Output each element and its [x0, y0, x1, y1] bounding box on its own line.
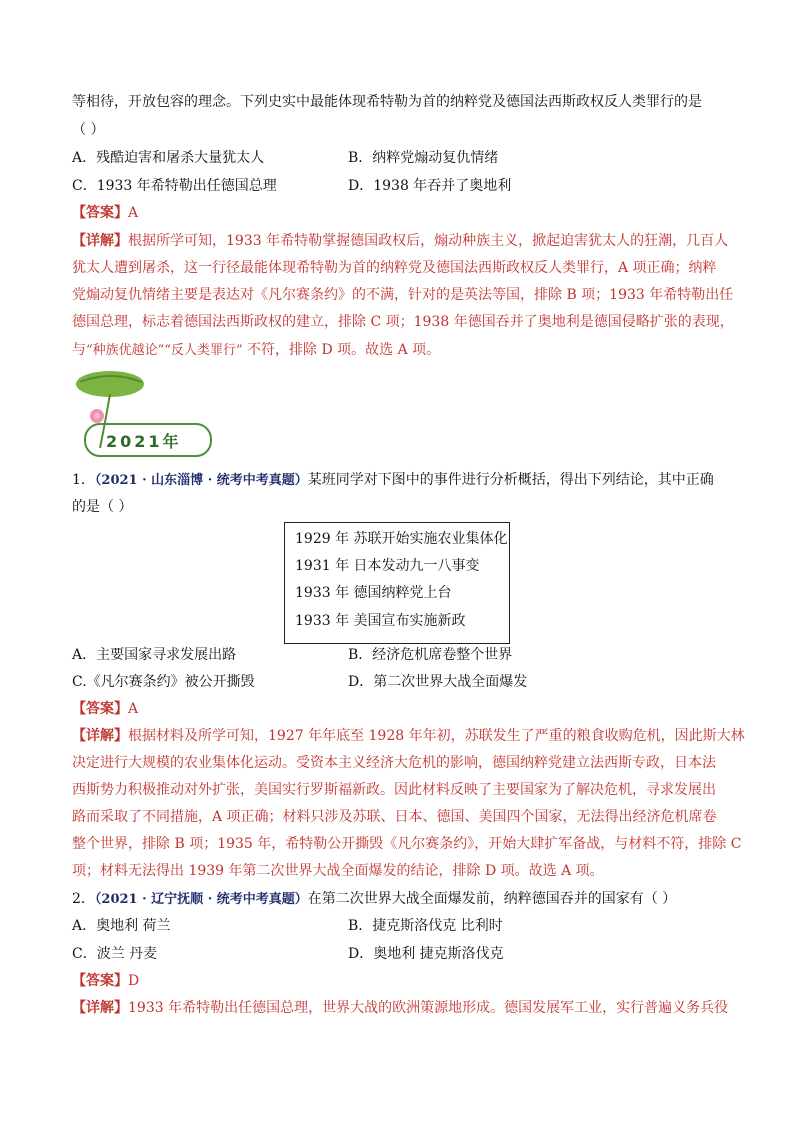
- detail-text: 根据所学可知，1933 年希特勒掌握德国政权后，煽动种族主义，掀起迫害犹太人的狂潮，几百人: [128, 233, 729, 249]
- detail-text: 与: [72, 342, 86, 358]
- event-row: 1933 年 德国纳粹党上台: [295, 585, 452, 601]
- event-table: [284, 522, 510, 644]
- q2-option-a: A．奥地利 荷兰: [72, 918, 171, 934]
- answer-value: A: [128, 701, 139, 717]
- detail-label: 【详解】: [72, 1000, 128, 1016]
- q2-option-d: D．奥地利 捷克斯洛伐克: [348, 946, 504, 962]
- prev-question-stem: 等相待，开放包容的理念。下列史实中最能体现希特勒为首的纳粹党及德国法西斯政权反人类罪行的是: [72, 94, 702, 110]
- answer-label: 【答案】: [72, 701, 128, 717]
- question-text: 某班同学对下图中的事件进行分析概括，得出下列结论，其中正确: [307, 472, 714, 488]
- year-badge: [84, 423, 212, 457]
- event-row: 1931 年 日本发动九一八事变: [295, 558, 480, 574]
- q2-option-c: C．波兰 丹麦: [72, 946, 158, 962]
- answer-value: A: [128, 205, 139, 221]
- prev-detail-line: 犹太人遭到屠杀，这一行径最能体现希特勒为首的纳粹党及德国法西斯政权反人类罪行，A 项正确；纳粹: [72, 260, 717, 276]
- q2-detail-line: [72, 998, 728, 1018]
- q1-detail-line: 路而采取了不同措施，A 项正确；材料只涉及苏联、日本、德国、美国四个国家，无法得出经济危机席卷: [72, 809, 717, 825]
- q1-option-b: B．经济危机席卷整个世界: [348, 647, 513, 663]
- answer-value: D: [128, 973, 140, 989]
- prev-detail-line: 党煽动复仇情绪主要是表达对《凡尔赛条约》的不满，针对的是英法等国，排除 B 项；1933 年希特勒出任: [72, 287, 734, 303]
- q1-answer: [72, 699, 138, 719]
- prev-detail-line: [72, 231, 728, 251]
- year-badge-label: 2021年: [106, 432, 182, 451]
- question-number: 2．: [72, 891, 95, 907]
- prev-detail-line: 德国总理，标志着德国法西斯政权的建立，排除 C 项；1938 年德国吞并了奥地利是德国侵略扩张的表现，: [72, 314, 734, 330]
- detail-text: 1933 年希特勒出任德国总理，世界大战的欧洲策源地形成。德国发展军工业，实行普遍义务兵役: [128, 1000, 729, 1016]
- detail-text: 根据材料及所学可知，1927 年年底至 1928 年年初，苏联发生了严重的粮食收购危机，因此斯大林: [128, 728, 745, 744]
- question-text: 在第二次世界大战全面爆发前，纳粹德国吞并的国家有（ ）: [307, 891, 677, 907]
- q1-option-a: A．主要国家寻求发展出路: [72, 647, 237, 663]
- detail-quote: “种族优越论”“反人类罪行”: [86, 343, 243, 358]
- question-source: （2021 · 辽宁抚顺 · 统考中考真题）: [94, 892, 308, 907]
- q2-stem: [72, 889, 676, 910]
- q1-option-d: D．第二次世界大战全面爆发: [348, 674, 528, 690]
- prev-answer: [72, 203, 138, 223]
- q1-stem: [72, 470, 714, 491]
- question-source: （2021 · 山东淄博 · 统考中考真题）: [94, 473, 308, 488]
- q1-detail-line: 决定进行大规模的农业集体化运动。受资本主义经济大危机的影响，德国纳粹党建立法西斯专政，日本法: [72, 755, 716, 771]
- prev-question-paren: （ ）: [72, 122, 105, 138]
- event-row: 1929 年 苏联开始实施农业集体化: [295, 531, 508, 547]
- q1-detail-line: 项；材料无法得出 1939 年第二次世界大战全面爆发的结论，排除 D 项。故选 A 项。: [72, 863, 604, 879]
- prev-option-d: D．1938 年吞并了奥地利: [348, 178, 512, 194]
- detail-label: 【详解】: [72, 233, 128, 249]
- q2-answer: [72, 971, 139, 991]
- prev-option-a: A．残酷迫害和屠杀大量犹太人: [72, 150, 265, 166]
- q1-detail-line: [72, 726, 745, 746]
- detail-label: 【详解】: [72, 728, 128, 744]
- prev-detail-line: [72, 340, 440, 361]
- q1-detail-line: 整个世界，排除 B 项；1935 年，希特勒公开撕毁《凡尔赛条约》，开始大肆扩军备战，与材料不符，排除 C: [72, 836, 742, 852]
- event-row: 1933 年 美国宣布实施新政: [295, 613, 466, 629]
- q2-option-b: B．捷克斯洛伐克 比利时: [348, 918, 503, 934]
- detail-text: 不符，排除 D 项。故选 A 项。: [242, 342, 441, 358]
- q1-detail-line: 西斯势力积极推动对外扩张，美国实行罗斯福新政。因此材料反映了主要国家为了解决危机，寻求发展出: [72, 782, 716, 798]
- q1-stem-cont: 的是（ ）: [72, 499, 133, 515]
- answer-label: 【答案】: [72, 205, 128, 221]
- prev-option-c: C．1933 年希特勒出任德国总理: [72, 178, 277, 194]
- answer-label: 【答案】: [72, 973, 128, 989]
- q1-option-c: C.《凡尔赛条约》被公开撕毁: [72, 674, 255, 690]
- prev-option-b: B．纳粹党煽动复仇情绪: [348, 150, 499, 166]
- question-number: 1．: [72, 472, 95, 488]
